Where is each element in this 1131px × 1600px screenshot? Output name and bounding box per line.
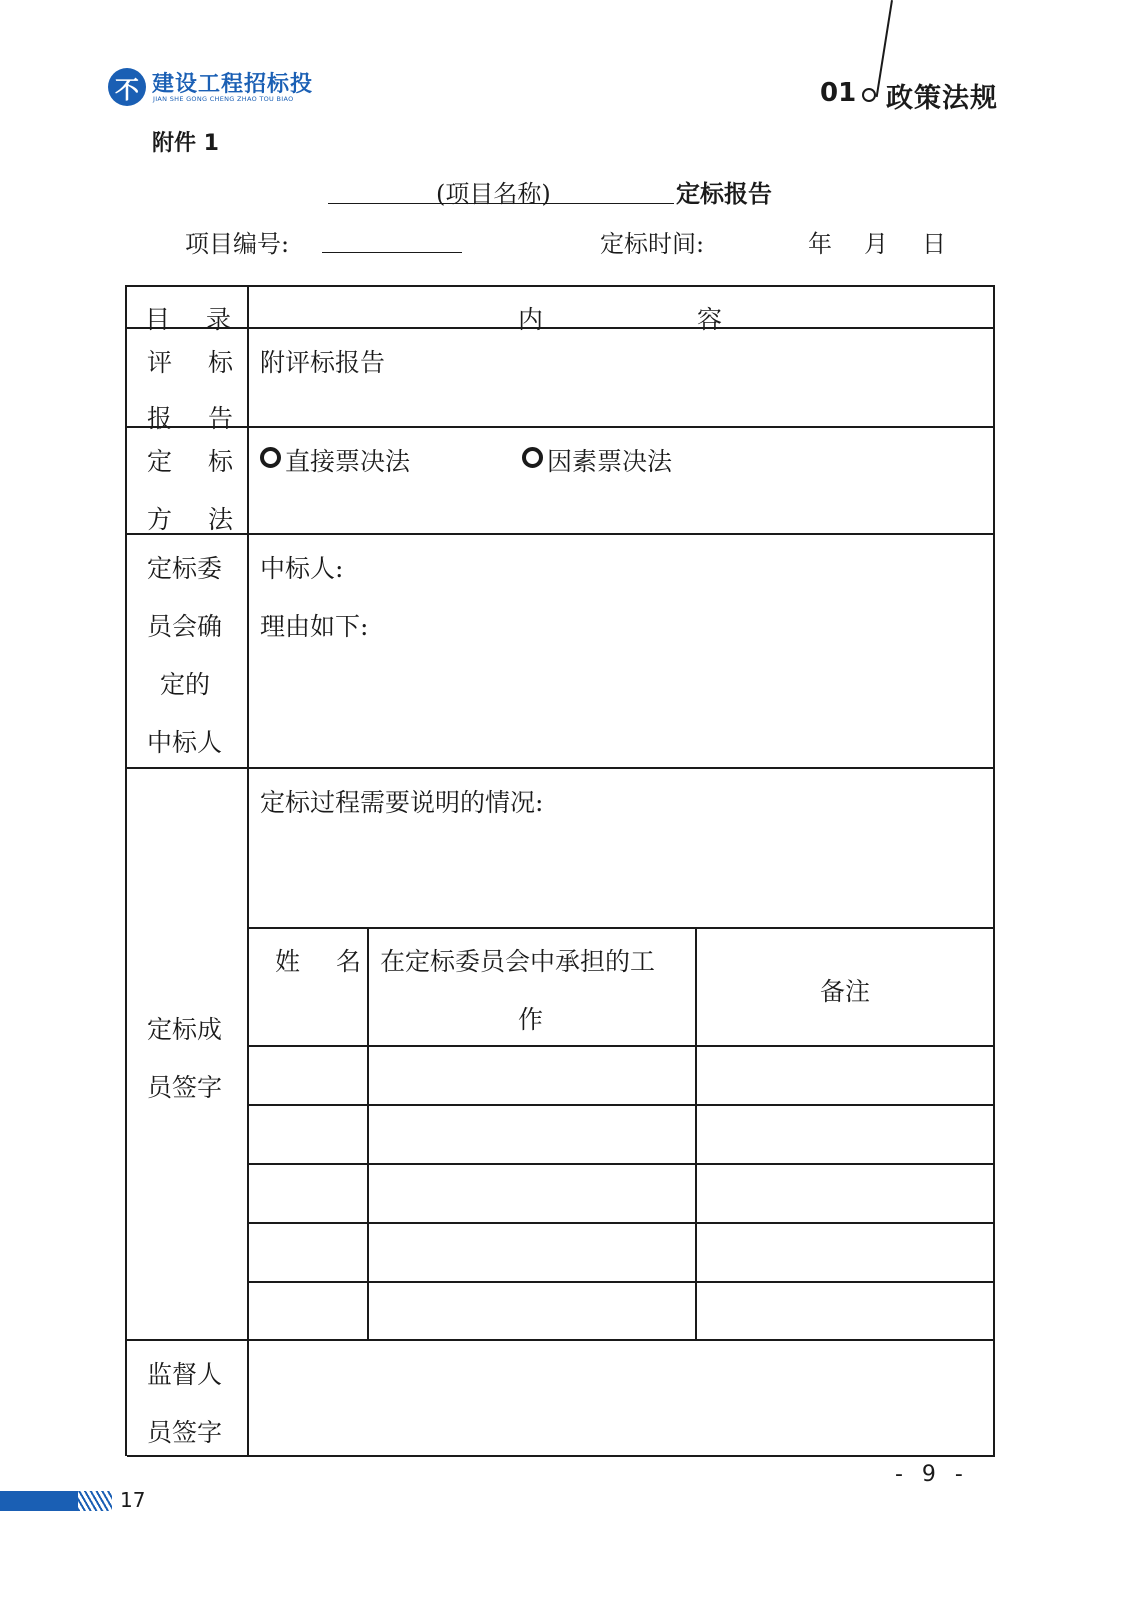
table-column-divider: [247, 285, 249, 1456]
date-label: 定标时间:: [600, 230, 705, 258]
row-label-supervisor: 监督人: [147, 1360, 223, 1389]
row-label-winner: 员会确: [147, 612, 223, 641]
row-label-method-2: 方 法: [147, 505, 247, 534]
page-number: 17: [120, 1488, 146, 1512]
row-label-winner: 定的: [160, 670, 211, 699]
section-title: 政策法规: [886, 83, 998, 114]
row-label-winner: 中标人: [147, 728, 223, 757]
method-option-direct[interactable]: [260, 442, 410, 478]
row-label-winner: 定标委: [147, 554, 223, 583]
attachment-label: 附件 1: [152, 131, 219, 156]
table-divider: [125, 426, 994, 428]
logo-text: 建设工程招标投: [152, 72, 314, 97]
radio-icon[interactable]: [260, 447, 281, 468]
table-divider: [127, 1339, 995, 1341]
document-page-number: - 9 -: [895, 1462, 969, 1487]
project-name-placeholder: (项目名称): [436, 180, 551, 208]
reason-field-label: 理由如下:: [260, 612, 369, 641]
section-dot-icon: [862, 88, 876, 102]
table-header-content: 内: [518, 305, 544, 334]
table-divider: [248, 1045, 995, 1047]
table-divider: [125, 533, 994, 535]
table-divider: [248, 927, 995, 929]
method-option-factor[interactable]: [522, 442, 672, 478]
table-divider: [248, 1163, 995, 1165]
project-number-label: 项目编号:: [185, 230, 290, 258]
row-label-supervisor-2: 员签字: [147, 1418, 223, 1447]
radio-icon[interactable]: [522, 447, 543, 468]
table-divider: [248, 1222, 995, 1224]
process-note-label: 定标过程需要说明的情况:: [260, 788, 544, 817]
date-year: 年: [808, 230, 832, 258]
date-day: 日: [922, 230, 946, 258]
table-divider: [126, 767, 995, 769]
table-column-divider: [367, 927, 369, 1340]
logo-icon: [108, 68, 146, 106]
col-header-name: 姓 名: [275, 947, 375, 976]
row-label-method: 定 标: [147, 447, 247, 476]
table-header-content-2: 容: [697, 305, 723, 334]
section-number: 01: [820, 78, 857, 108]
footer-bar: [0, 1491, 78, 1511]
table-header-category: 目 录: [145, 305, 245, 334]
row-label-members: 定标成: [147, 1015, 223, 1044]
col-header-role: 在定标委员会中承担的工: [380, 947, 656, 976]
table-border-top: [125, 285, 994, 287]
logo-subtext: JIAN SHE GONG CHENG ZHAO TOU BIAO: [153, 95, 294, 103]
col-header-role-2: 作: [518, 1005, 544, 1034]
row-label-members-2: 员签字: [147, 1073, 223, 1102]
footer-hatch-decoration: [78, 1491, 112, 1511]
date-month: 月: [864, 230, 888, 258]
logo-mark-text: 不: [115, 76, 139, 104]
eval-report-content: 附评标报告: [260, 348, 386, 377]
table-column-divider: [695, 927, 697, 1340]
method-option-factor-label: 因素票决法: [547, 447, 673, 476]
row-label-eval-report-2: 报 告: [147, 404, 247, 433]
winner-field-label: 中标人:: [260, 554, 344, 583]
table-divider: [248, 1281, 995, 1283]
table-border-bottom: [127, 1455, 995, 1457]
method-option-direct-label: 直接票决法: [285, 447, 411, 476]
table-divider: [125, 327, 994, 329]
table-border-right: [993, 285, 995, 1456]
row-label-eval-report: 评 标: [147, 348, 247, 377]
project-number-blank: [322, 226, 462, 253]
page-title: 定标报告: [676, 179, 772, 208]
table-border-left: [125, 285, 127, 1456]
table-divider: [248, 1104, 995, 1106]
col-header-remark: 备注: [820, 977, 871, 1006]
